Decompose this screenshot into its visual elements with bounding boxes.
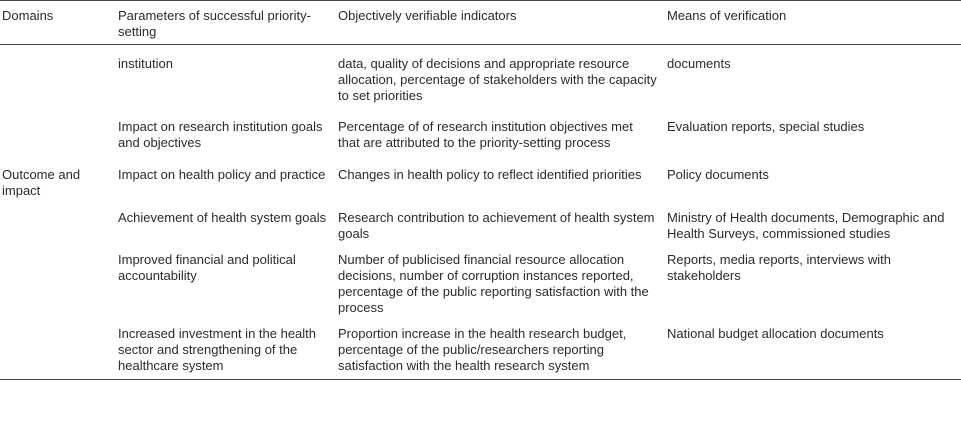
header-parameters: Parameters of successful priority-setting xyxy=(118,8,311,39)
cell-domain xyxy=(0,205,116,247)
cell-domain xyxy=(0,247,116,321)
cell-parameter: Improved financial and political accountability xyxy=(118,252,296,283)
cell-parameter: Impact on research institution goals and objectives xyxy=(118,119,323,150)
header-row xyxy=(0,1,961,45)
table-row xyxy=(0,247,961,321)
cell-verification: Reports, media reports, interviews with stakeholders xyxy=(667,252,891,283)
header-indicators: Objectively verifiable indicators xyxy=(338,8,517,23)
cell-verification: Ministry of Health documents, Demographic and Health Surveys, commissioned studies xyxy=(667,210,945,241)
cell-indicator: Percentage of of research institution objectives met that are attributed to the priority-setting process xyxy=(338,119,633,150)
cell-parameter: Impact on health policy and practice xyxy=(118,167,326,182)
cell-domain xyxy=(0,45,116,112)
cell-indicator: Number of publicised financial resource allocation decisions, number of corruption instances reported, percentage of the public reporting satisfaction with the process xyxy=(338,252,649,315)
cell-parameter: Increased investment in the health sector and strengthening of the healthcare system xyxy=(118,326,317,373)
cell-indicator: data, quality of decisions and appropriate resource allocation, percentage of stakeholders with the capacity to set priorities xyxy=(338,56,657,103)
cell-verification: Evaluation reports, special studies xyxy=(667,119,865,134)
table-row xyxy=(0,45,961,112)
table-body xyxy=(0,45,961,380)
cell-domain xyxy=(0,111,116,159)
cell-verification: Policy documents xyxy=(667,167,769,182)
cell-verification: National budget allocation documents xyxy=(667,326,884,341)
table-row xyxy=(0,321,961,380)
cell-parameter: institution xyxy=(118,56,173,71)
cell-indicator: Proportion increase in the health research budget, percentage of the public/researchers reporting satisfaction with the health research system xyxy=(338,326,627,373)
cell-verification: documents xyxy=(667,56,731,71)
table-header xyxy=(0,1,961,45)
table-row xyxy=(0,205,961,247)
cell-domain xyxy=(0,321,116,380)
cell-indicator: Research contribution to achievement of health system goals xyxy=(338,210,655,241)
table-row xyxy=(0,159,961,205)
header-domains: Domains xyxy=(2,8,54,23)
cell-parameter: Achievement of health system goals xyxy=(118,210,327,225)
cell-indicator: Changes in health policy to reflect identified priorities xyxy=(338,167,642,182)
table-row xyxy=(0,111,961,159)
header-verification: Means of verification xyxy=(667,8,787,23)
cell-domain: Outcome and impact xyxy=(2,167,81,198)
